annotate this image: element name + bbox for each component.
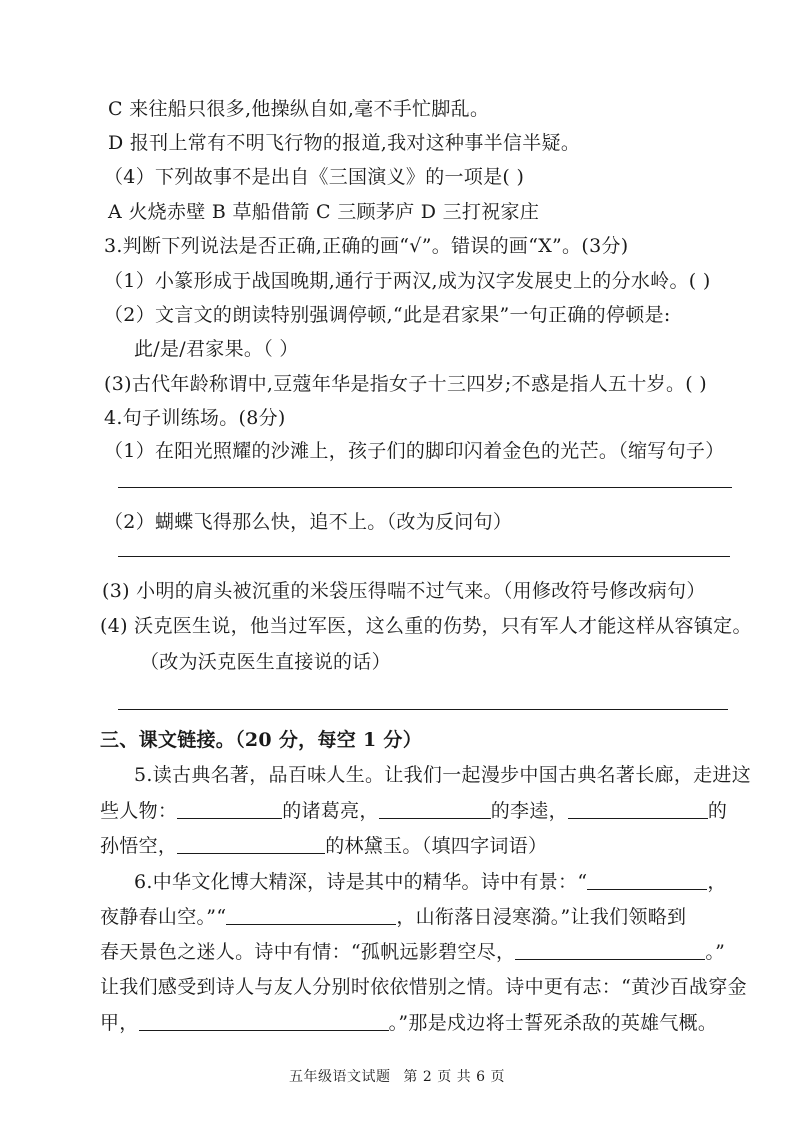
q6-blank-2[interactable] <box>226 904 396 925</box>
question-3-title: 3.判断下列说法是否正确,正确的画“√”。错误的画“X”。(3分) <box>104 235 629 257</box>
question-6-line-4: 让我们感受到诗人与友人分别时依依惜别之情。诗中更有志：“黄沙百战穿金 <box>100 976 747 998</box>
footer-page-number: 2 <box>422 1069 433 1085</box>
question-3-item-1: （1）小篆形成于战国晚期,通行于两汉,成为汉字发展史上的分水岭。( ) <box>104 270 711 292</box>
q5-text-c: 的李逵， <box>490 800 568 822</box>
answer-line-3[interactable] <box>118 709 728 710</box>
question-6-line-2 <box>100 904 686 930</box>
question-4-item-4-instruction: （改为沃克医生直接说的话） <box>140 651 391 673</box>
q5-blank-1[interactable] <box>177 798 282 819</box>
question-6-line-5 <box>100 1010 717 1036</box>
footer-page-c: 页 <box>490 1069 506 1085</box>
q6-text-e: 春天景色之迷人。诗中有情：“孤帆远影碧空尽， <box>100 941 516 963</box>
footer-page-a: 第 <box>403 1069 418 1085</box>
q5-text-a: 些人物： <box>100 800 178 822</box>
question-3-item-2: （2）文言文的朗读特别强调停顿,“此是君家果”一句正确的停顿是: <box>104 304 671 326</box>
question-2-4-options: A 火烧赤壁 B 草船借箭 C 三顾茅庐 D 三打祝家庄 <box>108 201 540 223</box>
page-footer <box>0 1068 794 1086</box>
q5-blank-2[interactable] <box>379 798 491 819</box>
q6-text-d: ，山衔落日浸寒漪。”让我们领略到 <box>396 906 687 928</box>
footer-subject: 五年级语文试题 <box>288 1069 391 1085</box>
question-4-title: 4.句子训练场。(8分) <box>104 407 286 429</box>
question-4-item-3: (3) 小明的肩头被沉重的米袋压得喘不过气来。（用修改符号修改病句） <box>102 580 706 602</box>
q6-text-g: 甲， <box>100 1012 139 1034</box>
q6-blank-3[interactable] <box>515 939 705 960</box>
q6-text-a: 6.中华文化博大精深，诗是其中的精华。诗中有景：“ <box>134 871 588 893</box>
question-5-line-2 <box>100 798 727 824</box>
q6-text-c: 夜静春山空。”“ <box>100 906 227 928</box>
question-3-item-3: (3)古代年龄称谓中,豆蔻年华是指女子十三四岁;不惑是指人五十岁。( ) <box>104 373 708 395</box>
section-3-heading: 三、课文链接。（20 分，每空 1 分） <box>100 729 423 751</box>
footer-page-b: 页 共 <box>437 1069 472 1085</box>
question-4-item-4: (4) 沃克医生说，他当过军医，这么重的伤势，只有军人才能这样从容镇定。 <box>100 615 752 637</box>
answer-line-1[interactable] <box>118 487 732 488</box>
option-c: C 来往船只很多,他操纵自如,毫不手忙脚乱。 <box>108 98 490 120</box>
question-3-item-2-answer: 此/是/君家果。（ ） <box>134 338 299 360</box>
question-5-line-3 <box>100 833 547 859</box>
q6-text-h: 。”那是戍边将士誓死杀敌的英雄气概。 <box>388 1012 718 1034</box>
q6-blank-1[interactable] <box>587 869 707 890</box>
q5-blank-3[interactable] <box>568 798 708 819</box>
q5-text-b: 的诸葛亮， <box>282 800 379 822</box>
question-6-line-3 <box>100 939 725 965</box>
question-5-line-1: 5.读古典名著，品百味人生。让我们一起漫步中国古典名著长廊，走进这 <box>134 764 752 786</box>
q5-text-d: 的 <box>707 800 728 822</box>
question-4-item-2: （2）蝴蝶飞得那么快，追不上。（改为反问句） <box>104 511 513 533</box>
q6-text-b: ， <box>707 871 727 893</box>
footer-page-total: 6 <box>476 1069 486 1085</box>
answer-line-2[interactable] <box>118 556 730 557</box>
q5-text-e: 孙悟空， <box>100 835 178 857</box>
q5-text-f: 的林黛玉。（填四字词语） <box>325 835 548 857</box>
question-2-4-stem: （4）下列故事不是出自《三国演义》的一项是( ) <box>104 166 525 188</box>
option-d: D 报刊上常有不明飞行物的报道,我对这种事半信半疑。 <box>108 132 581 154</box>
q6-blank-4[interactable] <box>139 1010 389 1031</box>
question-6-line-1 <box>134 869 727 895</box>
q5-blank-4[interactable] <box>177 833 325 854</box>
q6-text-f: 。” <box>705 941 726 963</box>
question-4-item-1: （1）在阳光照耀的沙滩上，孩子们的脚印闪着金色的光芒。（缩写句子） <box>104 440 725 462</box>
